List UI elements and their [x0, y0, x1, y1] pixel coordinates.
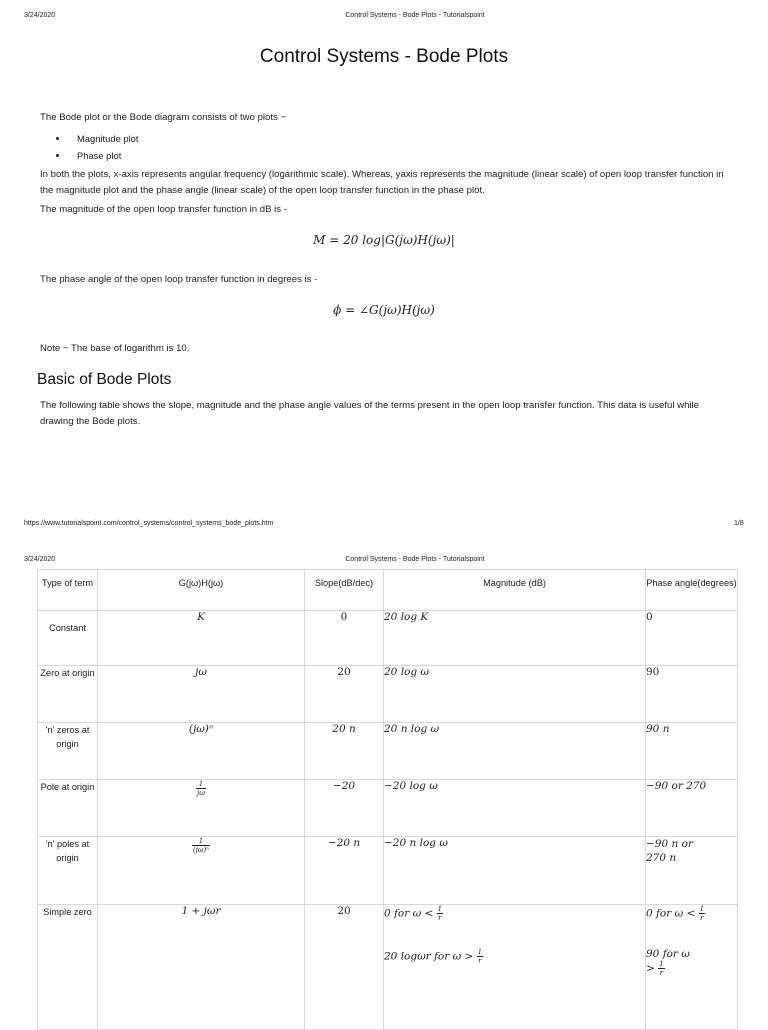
intro-text: The Bode plot or the Bode diagram consists of two plots −	[40, 112, 287, 123]
table-row	[38, 905, 738, 1030]
fraction: $\frac{1}{r}$	[659, 960, 664, 977]
term-phase: 90	[646, 666, 738, 723]
term-slope: 20 n	[305, 723, 384, 780]
term-type: Constant	[38, 611, 98, 666]
footer-url[interactable]: https://www.tutorialspoint.com/control_systems/control_systems_bode_plots.htm	[24, 520, 274, 527]
page2-header-date: 3/24/2020	[24, 556, 56, 563]
magnitude-formula: M = 20 log|G(jω)H(jω)|	[313, 233, 455, 247]
fraction: $\frac{1}{r}$	[477, 948, 483, 965]
page2-header-title: Control Systems - Bode Plots - Tutorialspoint	[345, 556, 485, 563]
section-heading: Basic of Bode Plots	[37, 371, 172, 388]
term-expression: jω	[98, 666, 305, 723]
term-magnitude: 0 for ω < $\frac{1}{r}$ 20 logωr for ω > $\frac{1}{r}$	[384, 905, 646, 1030]
table-row	[38, 666, 738, 723]
section-paragraph: The following table shows the slope, magnitude and the phase angle values of the terms present in the open loop transfer function. This data is useful while drawing the Bode plots.	[40, 400, 699, 427]
term-slope: 20	[305, 905, 384, 1030]
phase-formula: ϕ = ∠G(jω)H(jω)	[333, 303, 435, 317]
term-magnitude: −20 n log ω	[384, 837, 646, 905]
header-phase: Phase angle(degrees)	[646, 570, 738, 611]
fraction: $\frac{1}{\text{(jω)ⁿ}}$	[192, 837, 210, 854]
axes-paragraph: In both the plots, x-axis represents angular frequency (logarithmic scale). Whereas, yaxis represents the magnitude (linear scale) of open loop transfer function in the magnitude plot and the phase angle (linear scale) of the open loop transfer function in the phase plot.	[40, 169, 724, 196]
page1-header-title: Control Systems - Bode Plots - Tutorialspoint	[345, 12, 485, 19]
term-slope: −20 n	[305, 837, 384, 905]
term-expression: 1 + jωr	[98, 905, 305, 1030]
fraction: $\frac{1}{r}$	[437, 905, 443, 922]
plot-list	[40, 130, 139, 164]
term-phase: 90 n	[646, 723, 738, 780]
term-phase: 0	[646, 611, 738, 666]
table-row	[38, 837, 738, 905]
term-expression	[98, 837, 305, 905]
term-slope: 20	[305, 666, 384, 723]
term-magnitude: 20 n log ω	[384, 723, 646, 780]
term-phase: −90 or 270	[646, 780, 738, 837]
list-item: Phase plot	[40, 147, 139, 164]
term-phase: −90 n or 270 n	[646, 837, 738, 905]
bode-terms-table	[37, 569, 738, 1030]
fraction: $\frac{1}{r}$	[699, 905, 705, 922]
term-type: Zero at origin	[38, 666, 98, 723]
term-type: Simple zero	[38, 905, 98, 1030]
fraction: $\frac{1}{j\omega}$	[197, 780, 205, 797]
term-type: 'n' zeros at origin	[38, 723, 98, 780]
table-row	[38, 611, 738, 666]
term-magnitude: −20 log ω	[384, 780, 646, 837]
header-expression: G(jω)H(jω)	[98, 570, 305, 611]
magnitude-intro: The magnitude of the open loop transfer function in dB is -	[40, 204, 287, 215]
page-title: Control Systems - Bode Plots	[259, 46, 509, 67]
term-expression: (jω)ⁿ	[98, 723, 305, 780]
note-text: Note − The base of logarithm is 10.	[40, 343, 190, 354]
term-type: 'n' poles at origin	[38, 837, 98, 905]
table-row	[38, 723, 738, 780]
term-magnitude: 20 log K	[384, 611, 646, 666]
term-type: Pole at origin	[38, 780, 98, 837]
table-row	[38, 780, 738, 837]
term-slope: −20	[305, 780, 384, 837]
header-type: Type of term	[38, 570, 98, 611]
list-item: Magnitude plot	[40, 130, 139, 147]
term-expression	[98, 780, 305, 837]
term-phase: 0 for ω < $\frac{1}{r}$ 90 for ω > $\frac{1}{r}$	[646, 905, 738, 1030]
header-slope: Slope(dB/dec)	[305, 570, 384, 611]
table-header-row	[38, 570, 738, 611]
term-expression: K	[98, 611, 305, 666]
footer-page-number: 1/8	[734, 520, 744, 527]
header-magnitude: Magnitude (dB)	[384, 570, 646, 611]
term-slope: 0	[305, 611, 384, 666]
phase-intro: The phase angle of the open loop transfer function in degrees is -	[40, 274, 318, 285]
term-magnitude: 20 log ω	[384, 666, 646, 723]
page1-header-date: 3/24/2020	[24, 12, 56, 19]
